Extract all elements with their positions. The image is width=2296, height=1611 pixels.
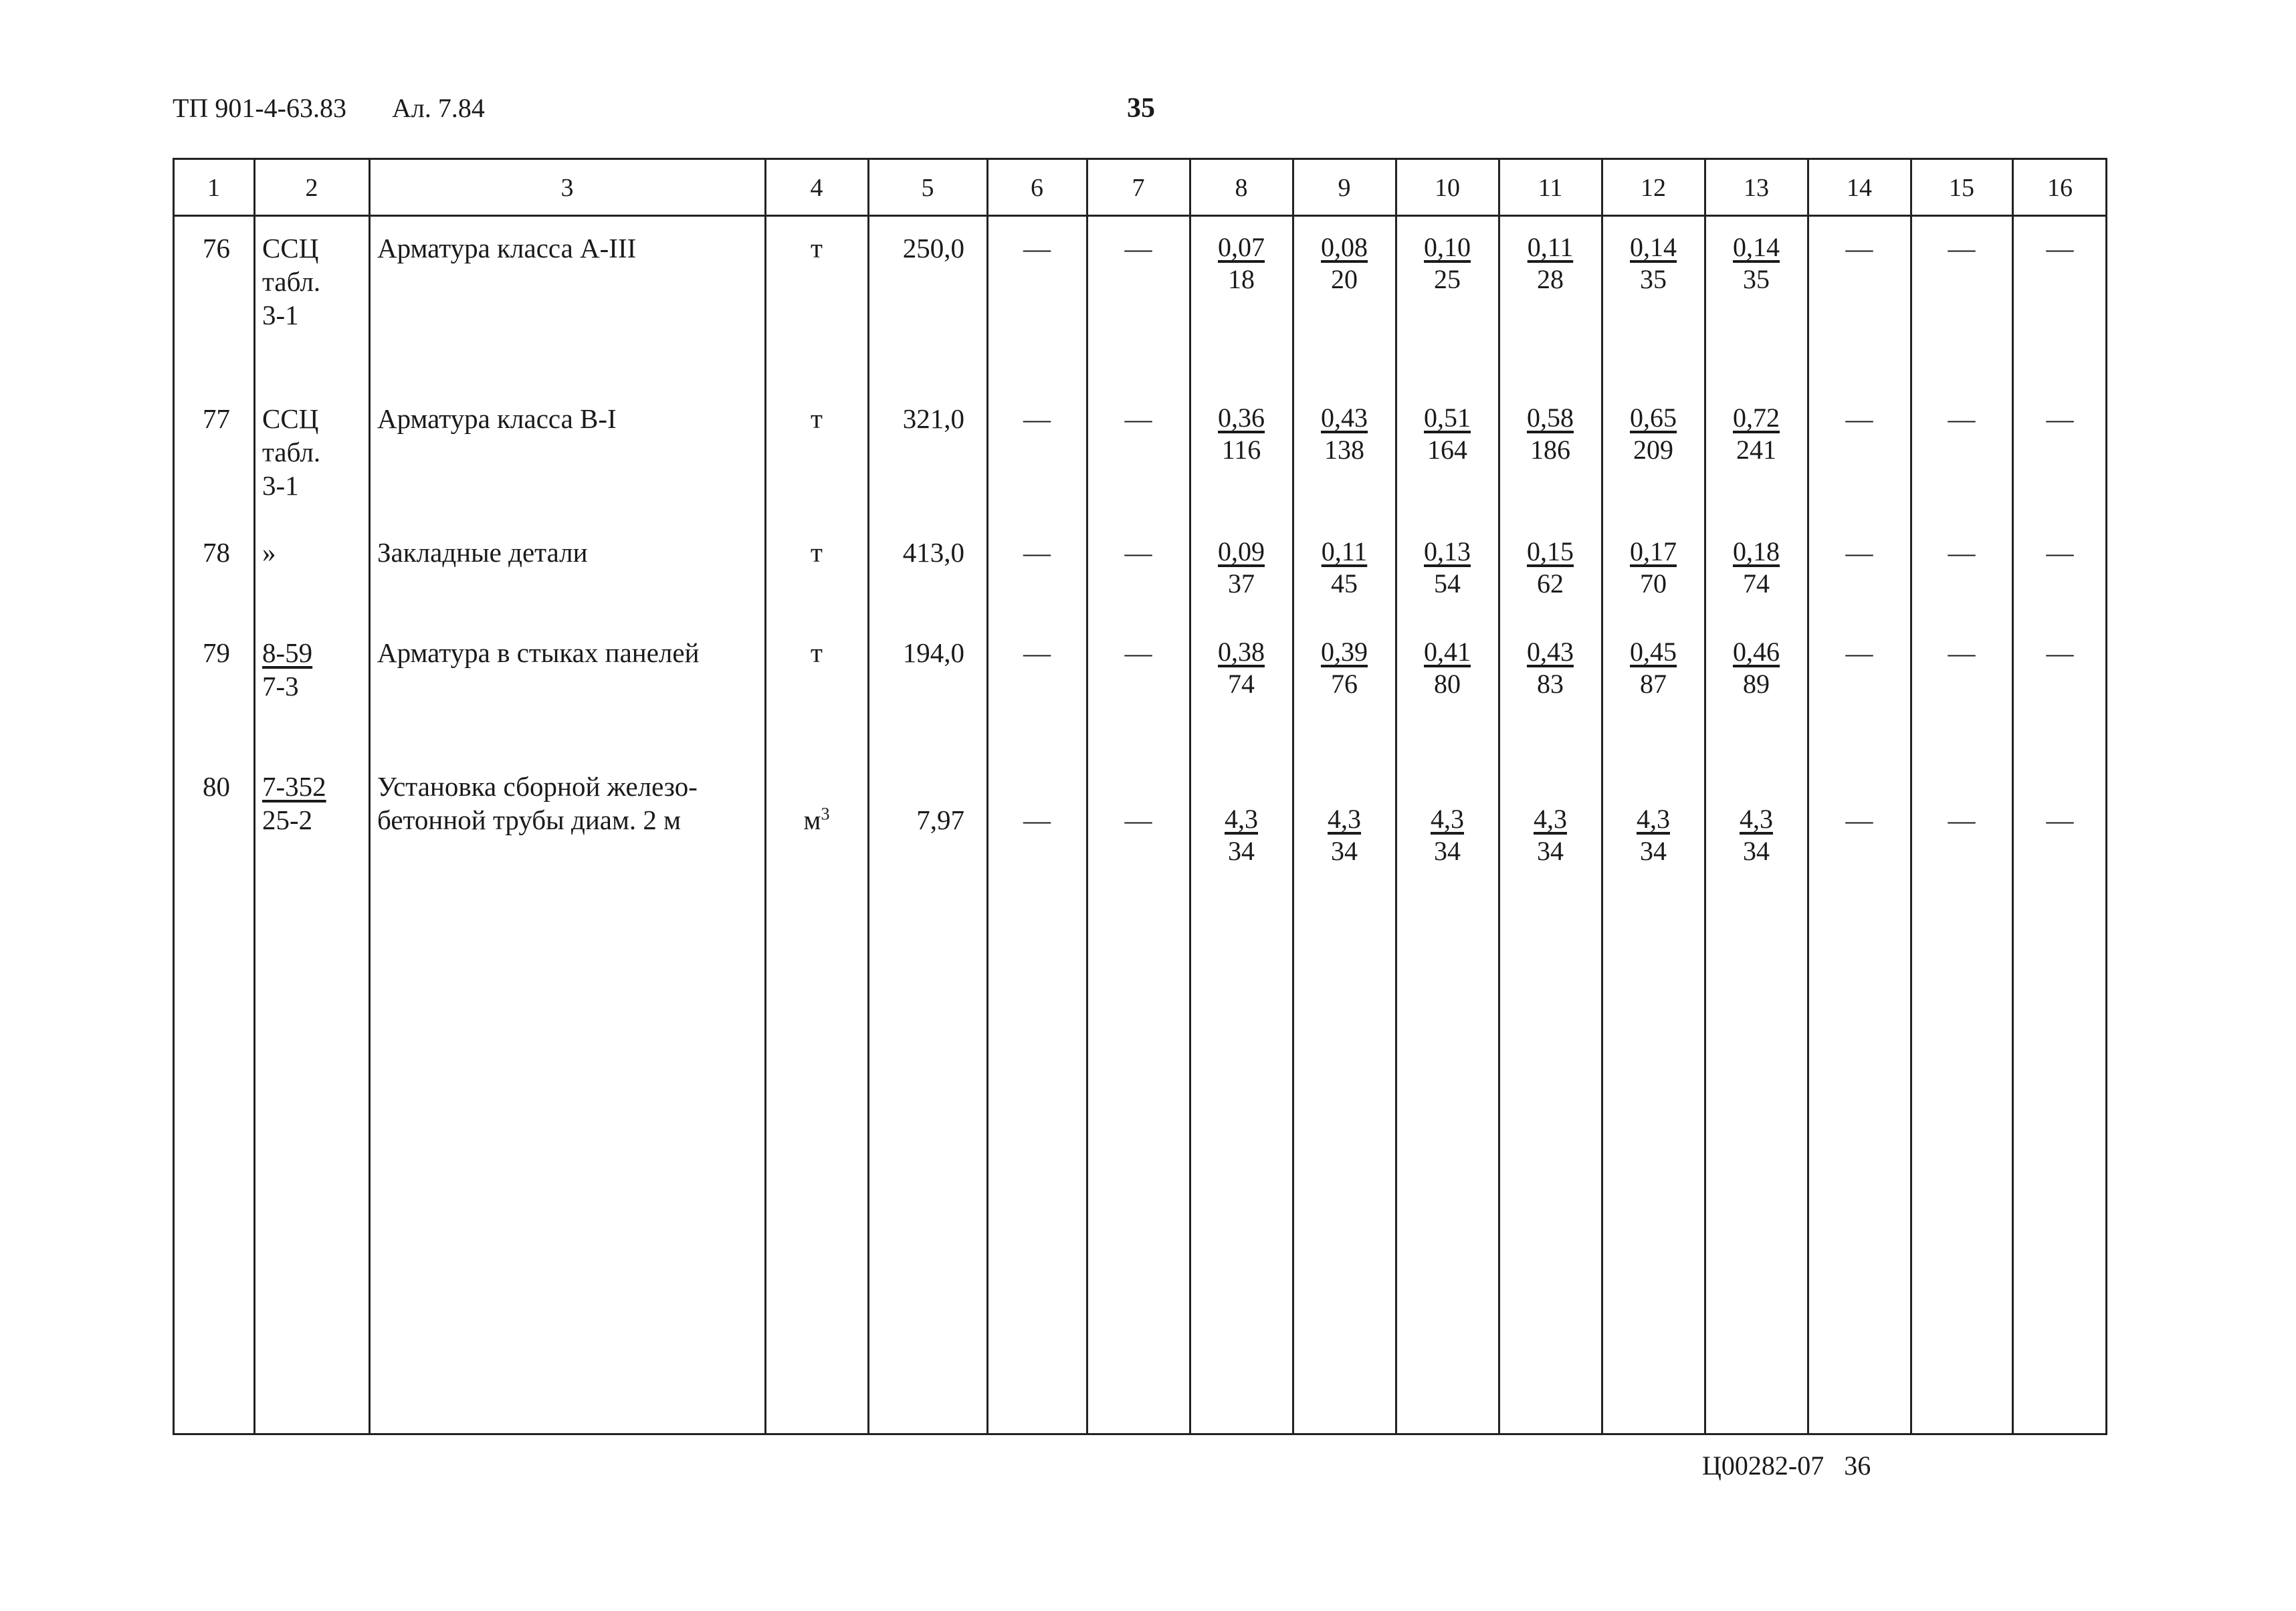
fraction-denominator: 89 <box>1743 669 1770 699</box>
fraction-numerator: 0,51 <box>1424 403 1471 433</box>
fraction-numerator: 0,07 <box>1218 232 1265 262</box>
fraction-cell <box>1705 803 1808 867</box>
fraction-numerator: 0,38 <box>1218 637 1265 667</box>
fraction-denominator: 37 <box>1228 568 1255 599</box>
fraction-denominator: 25 <box>1434 264 1461 294</box>
column-header-16: 16 <box>2047 174 2073 202</box>
work-name <box>377 536 588 569</box>
unit <box>765 231 868 265</box>
column-header-9: 9 <box>1338 174 1351 202</box>
table-column-line <box>986 158 988 1435</box>
table-header-line <box>173 215 2107 217</box>
fraction-denominator: 34 <box>1743 836 1770 866</box>
column-header-3: 3 <box>560 174 574 202</box>
footer-doc-code: Ц00282-07 <box>1702 1451 1824 1481</box>
dash-c16: — <box>2046 233 2074 263</box>
reference-line: ССЦ <box>262 403 319 434</box>
fraction-numerator: 0,41 <box>1424 637 1471 667</box>
reference-line: табл. <box>262 266 321 297</box>
dash-c7: — <box>1124 804 1152 835</box>
dash-c15: — <box>1948 637 1976 668</box>
price-reference <box>262 402 320 502</box>
work-name-line: Установка сборной железо- <box>377 771 698 802</box>
table-column-line <box>1395 158 1397 1435</box>
column-header-11: 11 <box>1538 174 1563 202</box>
dash-c6: — <box>1023 403 1051 434</box>
work-name-line: бетонной трубы диам. 2 м <box>377 804 682 835</box>
unit <box>765 803 868 837</box>
fraction-cell <box>1293 231 1396 296</box>
fraction-denominator: 76 <box>1331 669 1358 699</box>
dash-c15: — <box>1948 804 1976 835</box>
fraction-denominator: 35 <box>1640 264 1667 294</box>
fraction-cell <box>1396 536 1499 600</box>
dash-c14: — <box>1845 804 1873 835</box>
price-reference <box>262 231 320 332</box>
table-bottom-line <box>173 1433 2107 1435</box>
price-reference <box>262 636 312 703</box>
quantity-value: 7,97 <box>916 804 964 835</box>
fraction-numerator: 4,3 <box>1431 804 1464 834</box>
reference-line: » <box>262 537 276 568</box>
unit-text: м <box>803 804 821 835</box>
column-header-12: 12 <box>1641 174 1666 202</box>
row-number: 77 <box>203 403 230 434</box>
fraction-denominator: 209 <box>1633 435 1673 465</box>
document-code: ТП 901-4-63.83 <box>173 93 346 123</box>
fraction-denominator: 45 <box>1331 568 1358 599</box>
fraction-denominator: 35 <box>1743 264 1770 294</box>
fraction-denominator: 74 <box>1228 669 1255 699</box>
fraction-denominator: 34 <box>1640 836 1667 866</box>
table-column-line <box>2105 158 2107 1435</box>
dash-c14: — <box>1845 537 1873 568</box>
row-number: 79 <box>203 637 230 668</box>
unit <box>765 536 868 569</box>
fraction-cell <box>1499 636 1602 700</box>
page-number: 35 <box>1127 93 1155 124</box>
reference-line: 3-1 <box>262 470 299 501</box>
dash-c7: — <box>1124 233 1152 263</box>
fraction-denominator: 70 <box>1640 568 1667 599</box>
dash-c6: — <box>1023 537 1051 568</box>
quantity-value: 250,0 <box>902 233 964 263</box>
footer-sheet-number: 36 <box>1844 1451 1871 1481</box>
column-header-15: 15 <box>1949 174 1974 202</box>
table-column-line <box>2012 158 2014 1435</box>
fraction-cell <box>1602 536 1705 600</box>
column-header-10: 10 <box>1435 174 1460 202</box>
fraction-cell <box>1190 636 1293 700</box>
fraction-cell <box>1293 536 1396 600</box>
fraction-cell <box>1293 636 1396 700</box>
fraction-numerator: 0,11 <box>1527 232 1574 262</box>
fraction-denominator: 62 <box>1537 568 1564 599</box>
reference-line: ССЦ <box>262 233 319 263</box>
fraction-cell <box>1293 803 1396 867</box>
fraction-cell <box>1190 803 1293 867</box>
reference-numerator: 7-352 <box>262 771 326 802</box>
dash-c14: — <box>1845 637 1873 668</box>
fraction-denominator: 116 <box>1221 435 1261 465</box>
fraction-denominator: 34 <box>1331 836 1358 866</box>
table-column-line <box>1807 158 1809 1435</box>
fraction-numerator: 0,13 <box>1424 536 1471 566</box>
table-column-line <box>253 158 255 1435</box>
dash-c16: — <box>2046 637 2074 668</box>
fraction-cell <box>1705 636 1808 700</box>
fraction-denominator: 186 <box>1530 435 1570 465</box>
fraction-cell <box>1396 803 1499 867</box>
column-header-5: 5 <box>921 174 934 202</box>
fraction-cell <box>1705 231 1808 296</box>
fraction-numerator: 0,43 <box>1527 637 1574 667</box>
fraction-denominator: 83 <box>1537 669 1564 699</box>
dash-c14: — <box>1845 403 1873 434</box>
fraction-numerator: 0,18 <box>1733 536 1780 566</box>
dash-c7: — <box>1124 537 1152 568</box>
dash-c15: — <box>1948 403 1976 434</box>
table-column-line <box>1086 158 1088 1435</box>
fraction-numerator: 0,45 <box>1630 637 1677 667</box>
quantity-value: 413,0 <box>902 537 964 568</box>
fraction-denominator: 34 <box>1228 836 1255 866</box>
work-name-line: Арматура в стыках панелей <box>377 637 700 668</box>
fraction-denominator: 74 <box>1743 568 1770 599</box>
fraction-cell <box>1499 536 1602 600</box>
column-header-2: 2 <box>305 174 318 202</box>
price-reference <box>262 536 276 569</box>
dash-c14: — <box>1845 233 1873 263</box>
unit-text: т <box>811 537 823 568</box>
unit-superscript: 3 <box>821 804 830 824</box>
fraction-cell <box>1499 231 1602 296</box>
fraction-numerator: 0,15 <box>1527 536 1574 566</box>
table-column-line <box>1601 158 1603 1435</box>
column-header-7: 7 <box>1132 174 1145 202</box>
fraction-denominator: 34 <box>1434 836 1461 866</box>
dash-c16: — <box>2046 537 2074 568</box>
fraction-denominator: 54 <box>1434 568 1461 599</box>
work-name-line: Арматура класса А-III <box>377 233 637 263</box>
work-name <box>377 402 617 435</box>
unit-text: т <box>811 403 823 434</box>
fraction-numerator: 0,58 <box>1527 403 1574 433</box>
footer <box>1702 1450 1871 1481</box>
reference-denominator: 7-3 <box>262 671 299 702</box>
table-column-line <box>1292 158 1294 1435</box>
fraction-cell <box>1190 536 1293 600</box>
unit-text: т <box>811 637 823 668</box>
work-name <box>377 636 700 669</box>
fraction-numerator: 0,65 <box>1630 403 1677 433</box>
table-column-line <box>369 158 371 1435</box>
quantity-value: 321,0 <box>902 403 964 434</box>
fraction-numerator: 0,39 <box>1321 637 1368 667</box>
row-number: 78 <box>203 537 230 568</box>
fraction-denominator: 241 <box>1736 435 1776 465</box>
fraction-numerator: 0,36 <box>1218 403 1265 433</box>
table-column-line <box>1189 158 1191 1435</box>
column-header-4: 4 <box>810 174 823 202</box>
dash-c15: — <box>1948 537 1976 568</box>
fraction-numerator: 4,3 <box>1740 804 1773 834</box>
reference-numerator: 8-59 <box>262 637 313 668</box>
table-column-line <box>1704 158 1706 1435</box>
fraction-cell <box>1190 402 1293 466</box>
dash-c6: — <box>1023 637 1051 668</box>
fraction-numerator: 0,11 <box>1321 536 1368 566</box>
fraction-denominator: 34 <box>1537 836 1564 866</box>
reference-denominator: 25-2 <box>262 804 313 835</box>
table-column-line <box>1498 158 1500 1435</box>
dash-c6: — <box>1023 233 1051 263</box>
fraction-numerator: 0,72 <box>1733 403 1780 433</box>
unit <box>765 402 868 435</box>
fraction-numerator: 4,3 <box>1225 804 1258 834</box>
fraction-numerator: 0,09 <box>1218 536 1265 566</box>
fraction-numerator: 0,14 <box>1630 232 1677 262</box>
fraction-denominator: 18 <box>1228 264 1255 294</box>
fraction-denominator: 20 <box>1331 264 1358 294</box>
unit-text: т <box>811 233 823 263</box>
column-header-8: 8 <box>1235 174 1248 202</box>
dash-c7: — <box>1124 637 1152 668</box>
fraction-numerator: 4,3 <box>1637 804 1670 834</box>
fraction-cell <box>1602 803 1705 867</box>
fraction-cell <box>1705 536 1808 600</box>
fraction-denominator: 28 <box>1537 264 1564 294</box>
fraction-numerator: 0,14 <box>1733 232 1780 262</box>
table-header-line <box>173 158 2107 160</box>
fraction-numerator: 0,46 <box>1733 637 1780 667</box>
fraction-numerator: 4,3 <box>1534 804 1567 834</box>
price-reference <box>262 770 326 837</box>
fraction-cell <box>1396 402 1499 466</box>
fraction-cell <box>1602 636 1705 700</box>
fraction-cell <box>1499 402 1602 466</box>
dash-c7: — <box>1124 403 1152 434</box>
dash-c16: — <box>2046 804 2074 835</box>
work-name-line: Закладные детали <box>377 537 588 568</box>
table-column-line <box>1910 158 1912 1435</box>
dash-c16: — <box>2046 403 2074 434</box>
dash-c6: — <box>1023 804 1051 835</box>
fraction-denominator: 80 <box>1434 669 1461 699</box>
fraction-numerator: 4,3 <box>1328 804 1361 834</box>
column-header-13: 13 <box>1744 174 1769 202</box>
work-name <box>377 231 636 265</box>
reference-line: табл. <box>262 437 321 467</box>
row-number: 76 <box>203 233 230 263</box>
fraction-cell <box>1705 402 1808 466</box>
fraction-numerator: 0,43 <box>1321 403 1368 433</box>
unit <box>765 636 868 669</box>
table-column-line <box>764 158 766 1435</box>
fraction-numerator: 0,10 <box>1424 232 1471 262</box>
estimate-table <box>173 158 2107 1435</box>
fraction-denominator: 164 <box>1427 435 1467 465</box>
fraction-cell <box>1602 231 1705 296</box>
fraction-numerator: 0,17 <box>1630 536 1677 566</box>
table-column-line <box>867 158 869 1435</box>
fraction-denominator: 138 <box>1324 435 1364 465</box>
album-number: Ал. 7.84 <box>392 93 485 123</box>
fraction-cell <box>1396 636 1499 700</box>
work-name-line: Арматура класса В-I <box>377 403 617 434</box>
quantity-value: 194,0 <box>902 637 964 668</box>
fraction-cell <box>1293 402 1396 466</box>
work-name <box>377 770 698 837</box>
column-header-6: 6 <box>1031 174 1043 202</box>
fraction-numerator: 0,08 <box>1321 232 1368 262</box>
fraction-cell <box>1499 803 1602 867</box>
fraction-denominator: 87 <box>1640 669 1667 699</box>
fraction-cell <box>1396 231 1499 296</box>
dash-c15: — <box>1948 233 1976 263</box>
fraction-cell <box>1190 231 1293 296</box>
column-header-14: 14 <box>1847 174 1872 202</box>
column-header-1: 1 <box>207 174 220 202</box>
reference-line: 3-1 <box>262 300 299 330</box>
row-number: 80 <box>203 771 230 802</box>
fraction-cell <box>1602 402 1705 466</box>
